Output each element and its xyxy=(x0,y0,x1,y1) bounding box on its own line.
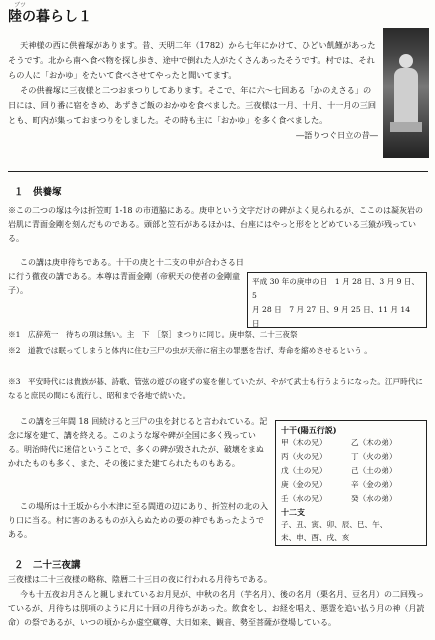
jikkan-item: 壬（水の兄） xyxy=(281,494,327,503)
footnote-2: ※2 道教では眠ってしまうと体内に住む三尸の虫が天帝に宿主の罪悪を告げ、寿命を縮めさせるという 。 xyxy=(8,346,372,355)
jikkan-item: 丙（火の兄） xyxy=(281,452,327,461)
zodiac-box xyxy=(275,420,427,546)
jikkan-item: 辛（金の弟） xyxy=(351,480,397,489)
footnote-3: ※3 平安時代には貴族が碁、詩歌、管弦の遊びの寝ずの宴を催していたが、やがて武士も行うようになった。江戸時代になると庶民の間にも流行し、昭和まで各地で続いた。 xyxy=(8,377,423,400)
section1-paragraph-3: この場所は十王坂から小木津に至る間道の辺にあり、折笠村の北の入り口に当る。村に害のあるものが入らぬための要の神でもあったようである。 xyxy=(8,502,268,539)
section2-paragraph-2: 今も十五夜お月さんと親しまれているお月見が、中秋の名月（芋名月）、後の名月（栗名月、豆名月）の二回残っているが、月待ちは別項のように月に十回の月待ちがあった。飲食をし、お経を唱え、悪霊を追い払う月の神（月読命）の祭であるが、いつの頃からか虚空蔵尊、大日如来、観音、勢至菩薩が登場している。 xyxy=(8,590,425,627)
page-title: 陸の暮らし１ xyxy=(8,9,92,25)
koshin-dates-line3: 日 xyxy=(252,319,260,328)
junishi-title: 十二支 xyxy=(281,507,305,517)
jikkan-grid xyxy=(281,436,421,505)
jikkan-item: 乙（木の弟） xyxy=(351,438,397,447)
section1-paragraph-2: この講を三年間 18 回続けると三尸の虫を封じると言われている。記念に塚を建て、講を終える。このような塚や碑が全国に多く残っている。明治時代に迷信ということで、多くの碑が毀されたが、破壊をまぬかれたものも多く、また、その後にまた建てられたものもある。 xyxy=(8,417,268,468)
section2-paragraph-1: 三夜様は二十三夜様の略称、陰暦二十三日の夜に行われる月待ちである。 xyxy=(8,575,272,584)
section-heading-nijusanya: ２ 二十三夜講 xyxy=(14,560,81,571)
section1-note0: ※この二つの塚は今は折笠町 1-18 の市道脇にある。庚申という文字だけの碑がよく見られるが、ここのは凝灰岩の岩肌に青面金剛を刻んだものである。頭部と笠石があるほかは、台座にはやっと形をとどめている三猿が残っている。 xyxy=(8,206,424,243)
junishi-line2: 未、申、酉、戌、亥 xyxy=(281,533,350,542)
koshin-dates-line1: 平成 30 年の庚申の日 1 月 28 日、3 月 9 日、5 xyxy=(252,277,420,300)
divider xyxy=(8,171,428,172)
page-mark: ブツ xyxy=(14,2,27,9)
jikkan-item: 庚（金の兄） xyxy=(281,480,327,489)
story-paragraph-2: その供養塚に三夜様と二つおまつりしてあります。そこで、年に六～七回ある「かのえさる」の日には、回り番に宿をきめ、あずきご飯のおかゆを食べました。三夜様は一月、十月、十一月の三回とも、町内が集っておまつりをしました。その時も主に「おかゆ」を多く食べました。 xyxy=(8,85,377,125)
jikkan-item: 戊（土の兄） xyxy=(281,466,327,475)
story-paragraph-1: 天神様の西に供養塚があります。昔、天明二年（1782）から七年にかけて、ひどい飢饉があったそうです。北から南へ食べ物を探し歩き、途中で倒れた人がたくさんあったそうです。村では、それらの人に「おかゆ」をたいて食べさせてやったと聞いてます。 xyxy=(8,40,376,80)
junishi-line1: 子、丑、寅、卯、辰、巳、午、 xyxy=(281,520,388,529)
koshin-dates-box xyxy=(247,272,427,328)
koshin-dates-line2: 月 28 日 7 月 27 日、9 月 25 日、11 月 14 xyxy=(252,305,411,314)
story-source: ―語りつぐ日立の昔― xyxy=(296,130,378,140)
jikkan-item: 丁（火の弟） xyxy=(351,452,397,461)
jikkan-title: 十干(陽五行説) xyxy=(281,425,337,435)
jikkan-item: 己（土の弟） xyxy=(351,466,397,475)
section1-paragraph-1: この講は庚申待ちである。十干の庚と十二支の申が合わさる日に行う徹夜の講である。本尊は青面金剛（帝釈天の使者の金剛童子）。 xyxy=(8,258,244,295)
section-heading-kuyozuka: １ 供養塚 xyxy=(14,187,62,198)
story-block xyxy=(8,38,378,143)
jikkan-item: 癸（水の弟） xyxy=(351,494,397,503)
statue-base xyxy=(390,122,422,132)
footnote-1: ※1 広辞苑一 待ちの項は無い。主 下 ［祭］まつりに同じ。庚申祭、二十三夜祭 xyxy=(8,330,298,339)
statue-body xyxy=(394,68,418,124)
statue-head xyxy=(399,54,413,68)
jikkan-item: 甲（木の兄） xyxy=(281,438,327,447)
